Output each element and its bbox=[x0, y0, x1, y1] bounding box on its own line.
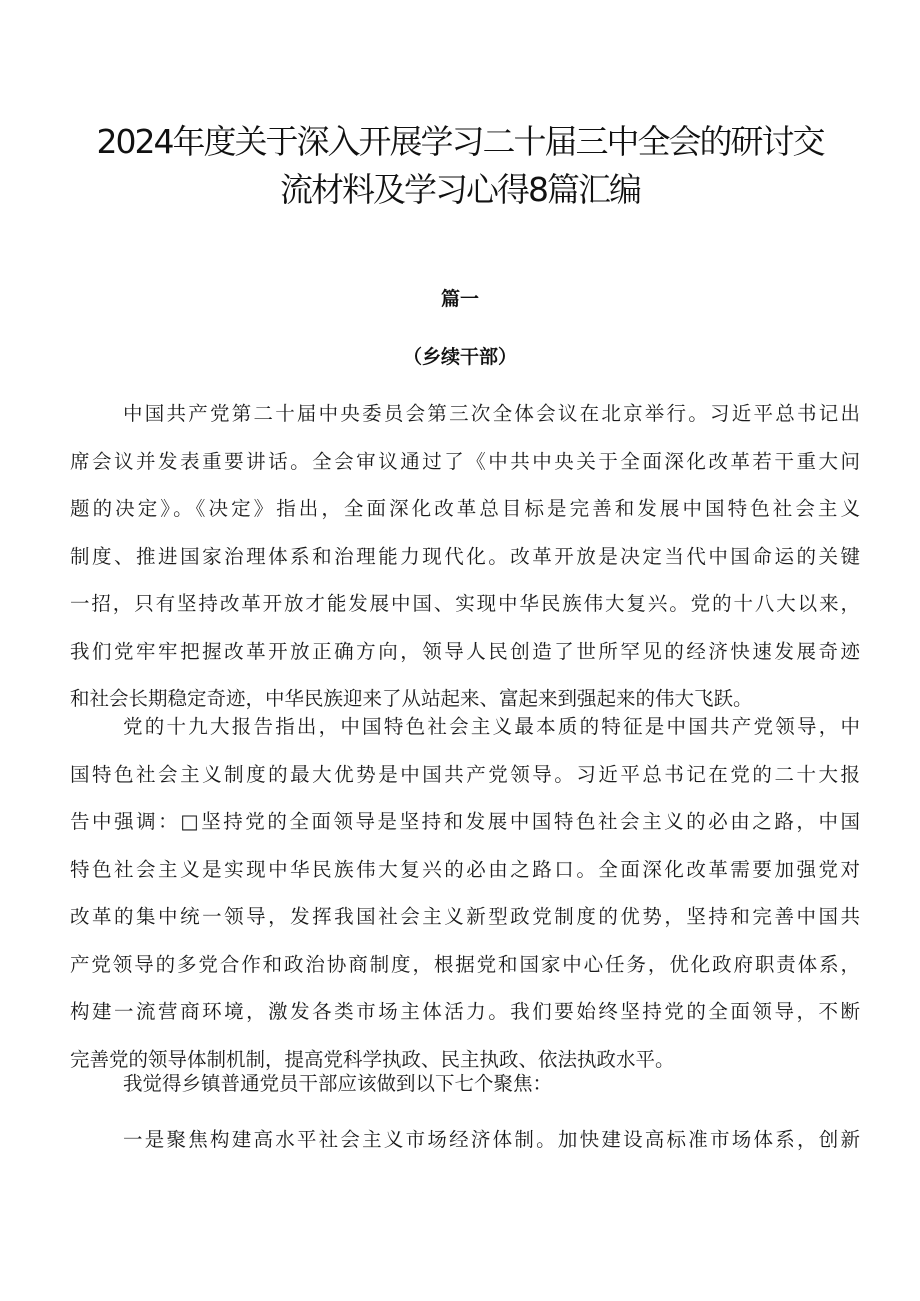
paragraph-line: 党的十九大报告指出，中国特色社会主义最本质的特征是中国共产党领导，中 bbox=[123, 715, 860, 738]
title-line: 2024年度关于深入开展学习二十届三中全会的研讨交 bbox=[96, 122, 824, 161]
paragraph-line: 中国共产党第二十届中央委员会第三次全体会议在北京举行。习近平总书记出 bbox=[123, 402, 860, 425]
paragraph-line: 构建一流营商环境，激发各类市场主体活力。我们要始终坚持党的全面领导，不断 bbox=[70, 1000, 860, 1023]
paragraph-line: 题的决定》。《决定》指出，全面深化改革总目标是完善和发展中国特色社会主义 bbox=[70, 497, 860, 520]
paragraph-line: 和社会长期稳定奇迹，中华民族迎来了从站起来、富起来到强起来的伟大飞跃。 bbox=[70, 687, 753, 710]
document-title bbox=[70, 118, 850, 214]
section-subheading: （乡续干部） bbox=[402, 346, 517, 368]
paragraph-line: 告中强调：□坚持党的全面领导是坚持和发展中国特色社会主义的必由之路，中国 bbox=[70, 810, 860, 833]
paragraph-line: 改革的集中统一领导，发挥我国社会主义新型政党制度的优势，坚持和完善中国共 bbox=[70, 905, 860, 928]
paragraph-4 bbox=[70, 1116, 860, 1164]
paragraph-3 bbox=[70, 1060, 860, 1108]
paragraph-line: 一是聚焦构建高水平社会主义市场经济体制。加快建设高标准市场体系，创新 bbox=[123, 1128, 860, 1151]
paragraph-line: 席会议并发表重要讲话。全会审议通过了《中共中央关于全面深化改革若干重大问 bbox=[70, 449, 860, 473]
paragraph-line: 国特色社会主义制度的最大优势是中国共产党领导。习近平总书记在党的二十大报 bbox=[70, 762, 860, 786]
title-line: 流材料及学习心得8篇汇编 bbox=[280, 170, 640, 209]
paragraph-line: 特色社会主义是实现中华民族伟大复兴的必由之路口。全面深化改革需要加强党对 bbox=[70, 857, 860, 881]
paragraph-line: 我们党牢牢把握改革开放正确方向，领导人民创造了世所罕见的经济快速发展奇迹 bbox=[70, 639, 860, 663]
section-heading: 篇一 bbox=[440, 288, 479, 310]
paragraph-line: 产党领导的多党合作和政治协商制度，根据党和国家中心任务，优化政府职责体系， bbox=[70, 952, 860, 976]
paragraph-line: 我觉得乡镇普通党员干部应该做到以下七个聚焦： bbox=[123, 1072, 553, 1095]
paragraph-2 bbox=[70, 703, 860, 1083]
paragraph-line: 一招，只有坚持改革开放才能发展中国、实现中华民族伟大复兴。党的十八大以来， bbox=[70, 592, 860, 615]
paragraph-line: 制度、推进国家治理体系和治理能力现代化。改革开放是决定当代中国命运的关键 bbox=[70, 544, 860, 568]
paragraph-1 bbox=[70, 390, 860, 723]
paragraph-line: 完善党的领导体制机制，提高党科学执政、民主执政、依法执政水平。 bbox=[70, 1047, 675, 1071]
